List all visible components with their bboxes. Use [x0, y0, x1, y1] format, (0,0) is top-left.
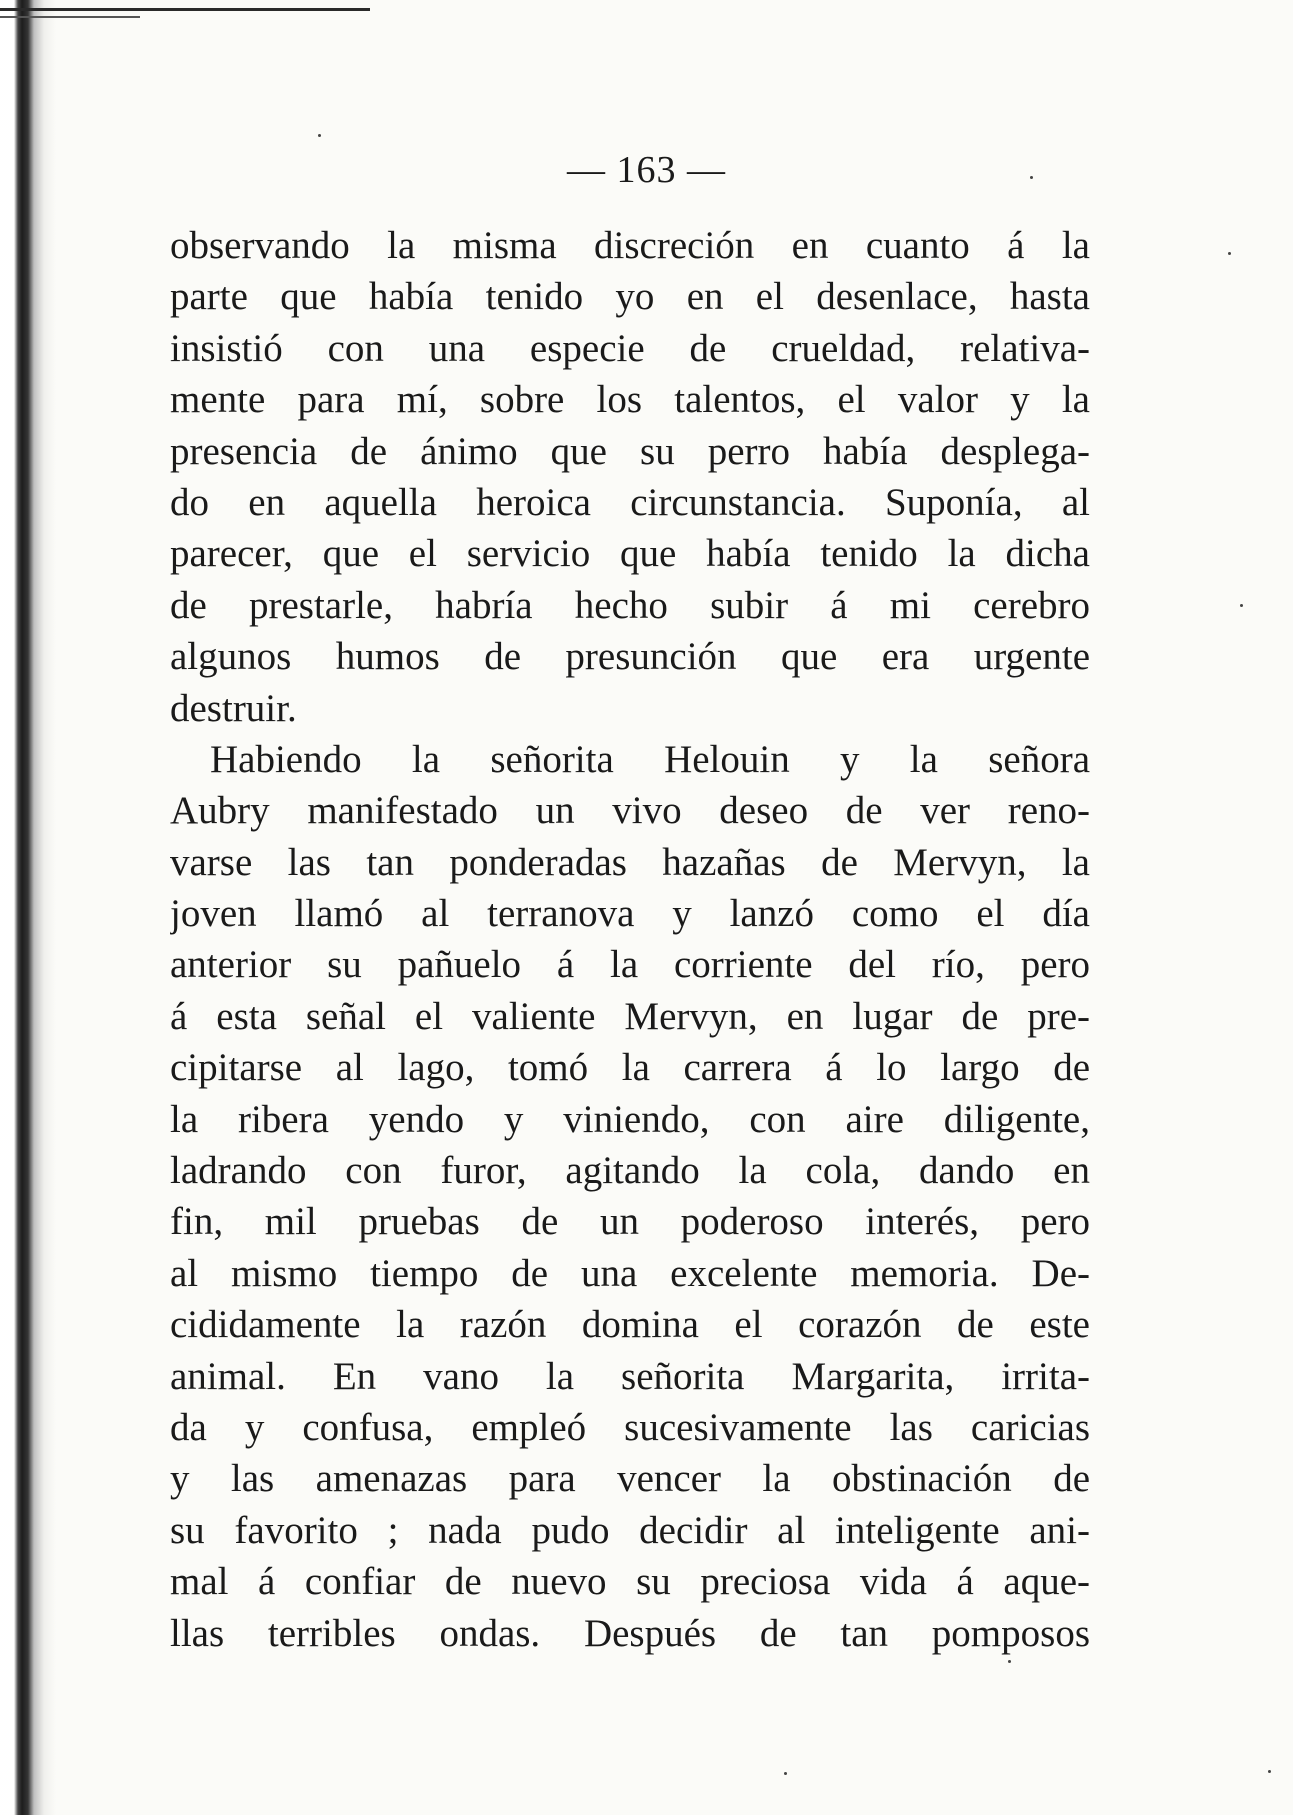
- text-line: insistió con una especie de crueldad, relativa-: [170, 326, 1090, 370]
- text-line: do en aquella heroica circunstancia. Suponía, al: [170, 480, 1090, 524]
- top-rule: [0, 8, 370, 11]
- text-line: mente para mí, sobre los talentos, el valor y la: [170, 378, 1090, 422]
- text-line: á esta señal el valiente Mervyn, en lugar de pre-: [170, 994, 1090, 1038]
- scan-speck: [1228, 252, 1231, 255]
- body-text: [170, 220, 1090, 1659]
- text-line: ladrando con furor, agitando la cola, dando en: [170, 1149, 1090, 1193]
- text-line: su favorito ; nada pudo decidir al inteligente ani-: [170, 1508, 1090, 1552]
- scan-speck: [318, 134, 321, 137]
- scan-speck: [1268, 1770, 1271, 1773]
- text-line: destruir.: [170, 686, 297, 730]
- scan-speck: [784, 1772, 787, 1775]
- text-line: observando la misma discreción en cuanto á la: [170, 224, 1090, 267]
- top-rule-thin: [0, 16, 140, 18]
- text-line: parte que había tenido yo en el desenlace, hasta: [170, 275, 1090, 319]
- binding-edge: [0, 0, 56, 1815]
- text-line: joven llamó al terranova y lanzó como el día: [170, 892, 1090, 936]
- page-number: — 163 —: [567, 149, 726, 191]
- text-line: mal á confiar de nuevo su preciosa vida á aque-: [170, 1560, 1090, 1604]
- text-line: llas terribles ondas. Después de tan pomposos: [170, 1611, 1090, 1655]
- text-line: animal. En vano la señorita Margarita, irrita-: [170, 1354, 1090, 1398]
- scan-speck: [1030, 176, 1033, 179]
- text-line: algunos humos de presunción que era urgente: [170, 635, 1090, 679]
- text-line: Habiendo la señorita Helouin y la señora: [210, 737, 1090, 781]
- text-line: anterior su pañuelo á la corriente del río, pero: [170, 943, 1090, 987]
- text-line: al mismo tiempo de una excelente memoria. De-: [170, 1251, 1090, 1295]
- text-line: y las amenazas para vencer la obstinación de: [170, 1457, 1090, 1501]
- scan-speck: [1240, 604, 1243, 607]
- text-line: de prestarle, habría hecho subir á mi cerebro: [170, 583, 1090, 627]
- text-line: parecer, que el servicio que había tenido la dicha: [170, 532, 1090, 576]
- scan-speck: [1008, 1660, 1011, 1663]
- text-line: presencia de ánimo que su perro había desplega-: [170, 429, 1090, 473]
- text-line: la ribera yendo y viniendo, con aire diligente,: [170, 1097, 1090, 1141]
- text-line: Aubry manifestado un vivo deseo de ver reno-: [170, 789, 1090, 833]
- text-line: cipitarse al lago, tomó la carrera á lo largo de: [170, 1046, 1090, 1090]
- text-line: fin, mil pruebas de un poderoso interés, pero: [170, 1200, 1090, 1244]
- text-line: varse las tan ponderadas hazañas de Mervyn, la: [170, 840, 1090, 884]
- text-line: cididamente la razón domina el corazón de este: [170, 1303, 1090, 1347]
- text-line: da y confusa, empleó sucesivamente las caricias: [170, 1405, 1090, 1449]
